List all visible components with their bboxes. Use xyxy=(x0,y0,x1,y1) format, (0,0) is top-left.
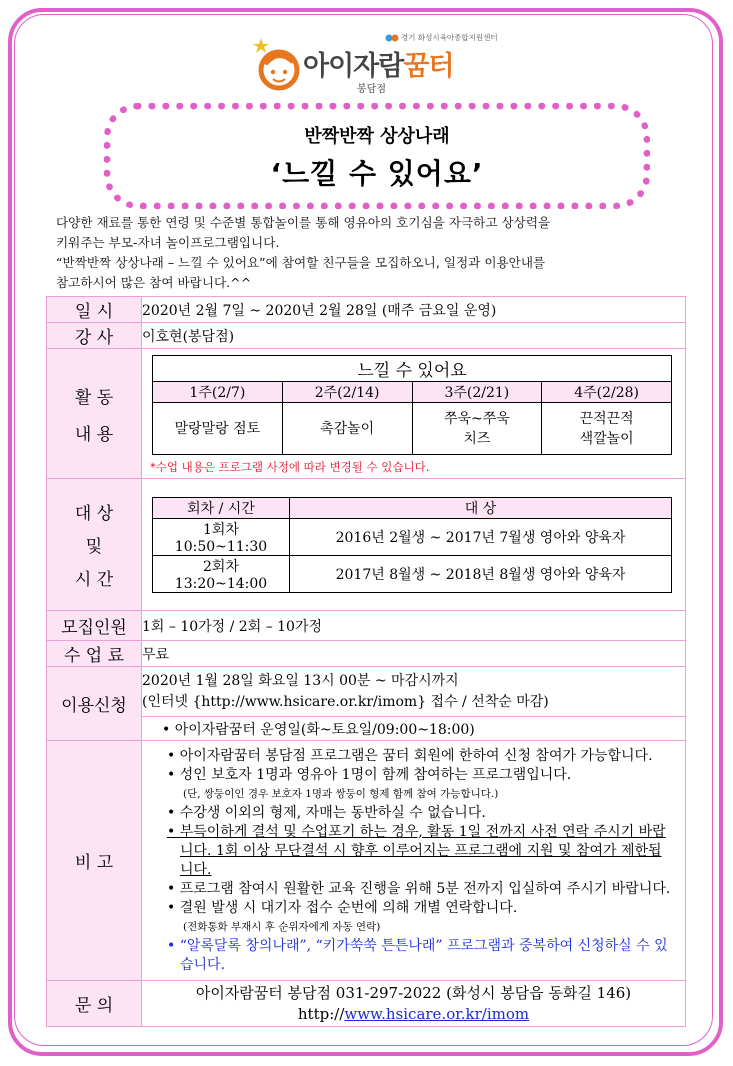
intro-line1: 다양한 재료를 통한 연령 및 수준별 통합놀이를 통해 영유아의 호기심을 자극하고 상상력을 xyxy=(56,215,551,230)
org-logo-icon xyxy=(385,34,399,42)
note-item: • 수강생 이외의 형제, 자매는 동반하실 수 없습니다. xyxy=(167,804,486,821)
note-item xyxy=(164,899,675,937)
logo-org-text xyxy=(385,32,498,43)
logo xyxy=(253,28,498,98)
activity-item-3a: 쭈욱~쭈욱 xyxy=(443,411,510,427)
title-line1: 반짝반짝 상상나래 xyxy=(304,126,450,147)
logo-name-part2: 람 xyxy=(378,51,404,82)
contact-line2 xyxy=(142,1004,685,1025)
note-item: • 아이자람꿈터 봉담점 프로그램은 꿈터 회원에 한하여 신청 참여가 가능합니다. xyxy=(167,747,653,764)
intro-line4: 참고하시어 많은 참여 바랍니다.^^ xyxy=(56,275,252,290)
activity-item-1: 말랑말랑 점토 xyxy=(153,402,283,454)
activity-label-2: 내 용 xyxy=(74,424,114,445)
note-item: • 프로그램 참여시 원활한 교육 진행을 위해 5분 전까지 입실하여 주시기 바랍니다. xyxy=(167,880,671,897)
activity-item-3b: 치즈 xyxy=(463,431,491,447)
target-label-3: 시 간 xyxy=(74,570,114,590)
activity-item-3 xyxy=(412,402,542,454)
target-label xyxy=(47,479,142,611)
intro-line2: 키워주는 부모-자녀 놀이프로그램입니다. xyxy=(56,235,280,250)
contact-prefix: http:// xyxy=(297,1004,345,1023)
date-value: 2020년 2월 7일 ~ 2020년 2월 28일 (매주 금요일 운영) xyxy=(142,297,686,323)
week-4: 4주(2/28) xyxy=(542,381,672,402)
session-2-label: 2회차 xyxy=(203,558,239,575)
week-2: 2주(2/14) xyxy=(282,381,412,402)
activity-item-4b: 색깔놀이 xyxy=(579,431,634,447)
fee-value: 무료 xyxy=(142,641,686,667)
intro-text xyxy=(56,213,680,293)
contact-line1: 아이자람꿈터 봉담점 031-297-2022 (화성시 봉담읍 동화길 146) xyxy=(195,983,632,1002)
activity-label xyxy=(47,349,142,479)
schedule-head-target: 대 상 xyxy=(290,497,672,518)
notes-cell xyxy=(142,741,686,981)
activity-item-2: 촉감놀이 xyxy=(282,402,412,454)
contact-label: 문 의 xyxy=(47,981,142,1027)
apply-line1: 2020년 1월 28일 화요일 13시 00분 ~ 마감시까지 xyxy=(142,672,459,689)
logo-name xyxy=(303,44,454,83)
note-item-2-small: (단, 쌍둥이인 경우 보호자 1명과 쌍둥이 형제 함께 참여 가능합니다.) xyxy=(183,787,499,800)
logo-name-part1: 아이자 xyxy=(303,51,379,82)
fee-label: 수 업 료 xyxy=(47,641,142,667)
schedule-session-1 xyxy=(153,518,290,555)
logo-face-icon xyxy=(253,34,301,94)
title-box xyxy=(104,103,650,209)
date-label: 일 시 xyxy=(47,297,142,323)
target-label-2: 및 xyxy=(85,537,103,557)
intro-line3: “반짝반짝 상상나래 – 느낄 수 있어요”에 참여할 친구들을 모집하오니, 일정과 이용안내를 xyxy=(56,255,546,270)
teacher-value: 이호현(봉담점) xyxy=(142,323,686,349)
note-item-6-small: (전화통화 부재시 후 순위자에게 자동 연락) xyxy=(183,920,381,933)
logo-name-part3: 꿈터 xyxy=(403,51,454,82)
teacher-label: 강 사 xyxy=(47,323,142,349)
info-table xyxy=(46,296,686,1027)
apply-hours: • 아이자람꿈터 운영일(화~토요일/09:00~18:00) xyxy=(142,717,686,741)
apply-value xyxy=(142,667,686,717)
schedule-target-1: 2016년 2월생 ~ 2017년 7월생 영아와 양육자 xyxy=(290,518,672,555)
activity-cell xyxy=(142,349,686,479)
notes-list xyxy=(164,747,675,975)
note-item-6: • 결원 발생 시 대기자 접수 순번에 의해 개별 연락합니다. xyxy=(167,899,518,916)
activity-table xyxy=(152,355,672,455)
session-2-time: 13:20~14:00 xyxy=(174,575,268,592)
session-1-label: 1회차 xyxy=(203,521,239,538)
note-label: 비 고 xyxy=(47,741,142,981)
schedule-table xyxy=(152,497,672,593)
session-1-time: 10:50~11:30 xyxy=(174,538,268,555)
note-item: • 부득이하게 결석 및 수업포기 하는 경우, 활동 1일 전까지 사전 연락 주시기 바랍니다. 1회 이상 무단결석 시 향후 이루어지는 프로그램에 지원 및 참여가 제한됩니다. xyxy=(167,823,666,878)
activity-label-1: 활 동 xyxy=(74,387,114,408)
logo-org-label: 경기 화성시육아종합지원센터 xyxy=(401,33,498,42)
contact-link[interactable]: www.hsicare.or.kr/imom xyxy=(344,1004,530,1023)
activity-note: *수업 내용은 프로그램 사정에 따라 변경될 수 있습니다. xyxy=(150,459,430,474)
contact-value xyxy=(142,981,686,1027)
schedule-session-2 xyxy=(153,555,290,592)
schedule-target-2: 2017년 8월생 ~ 2018년 8월생 영아와 양육자 xyxy=(290,555,672,592)
note-item xyxy=(164,766,675,804)
activity-item-4 xyxy=(542,402,672,454)
logo-branch: 봉담점 xyxy=(357,84,386,95)
activity-item-4a: 끈적끈적 xyxy=(579,411,634,427)
week-3: 3주(2/21) xyxy=(412,381,542,402)
recruit-label: 모집인원 xyxy=(47,611,142,641)
apply-label: 이용신청 xyxy=(47,667,142,741)
note-item: • “알록달록 창의나래”, “키가쑥쑥 튼튼나래” 프로그램과 중복하여 신청하실 수 있습니다. xyxy=(167,937,668,973)
week-1: 1주(2/7) xyxy=(153,381,283,402)
schedule-cell xyxy=(142,479,686,611)
schedule-head-time: 회차 / 시간 xyxy=(153,497,290,518)
apply-line2: (인터넷 {http://www.hsicare.or.kr/imom} 접수 / 선착순 마감) xyxy=(142,693,549,710)
recruit-value: 1회 – 10가정 / 2회 – 10가정 xyxy=(142,611,686,641)
title-line2: ‘느낄 수 있어요’ xyxy=(270,157,484,190)
activity-title: 느낄 수 있어요 xyxy=(153,355,672,381)
note-item-2: • 성인 보호자 1명과 영유아 1명이 함께 참여하는 프로그램입니다. xyxy=(167,766,572,783)
target-label-1: 대 상 xyxy=(74,504,114,524)
